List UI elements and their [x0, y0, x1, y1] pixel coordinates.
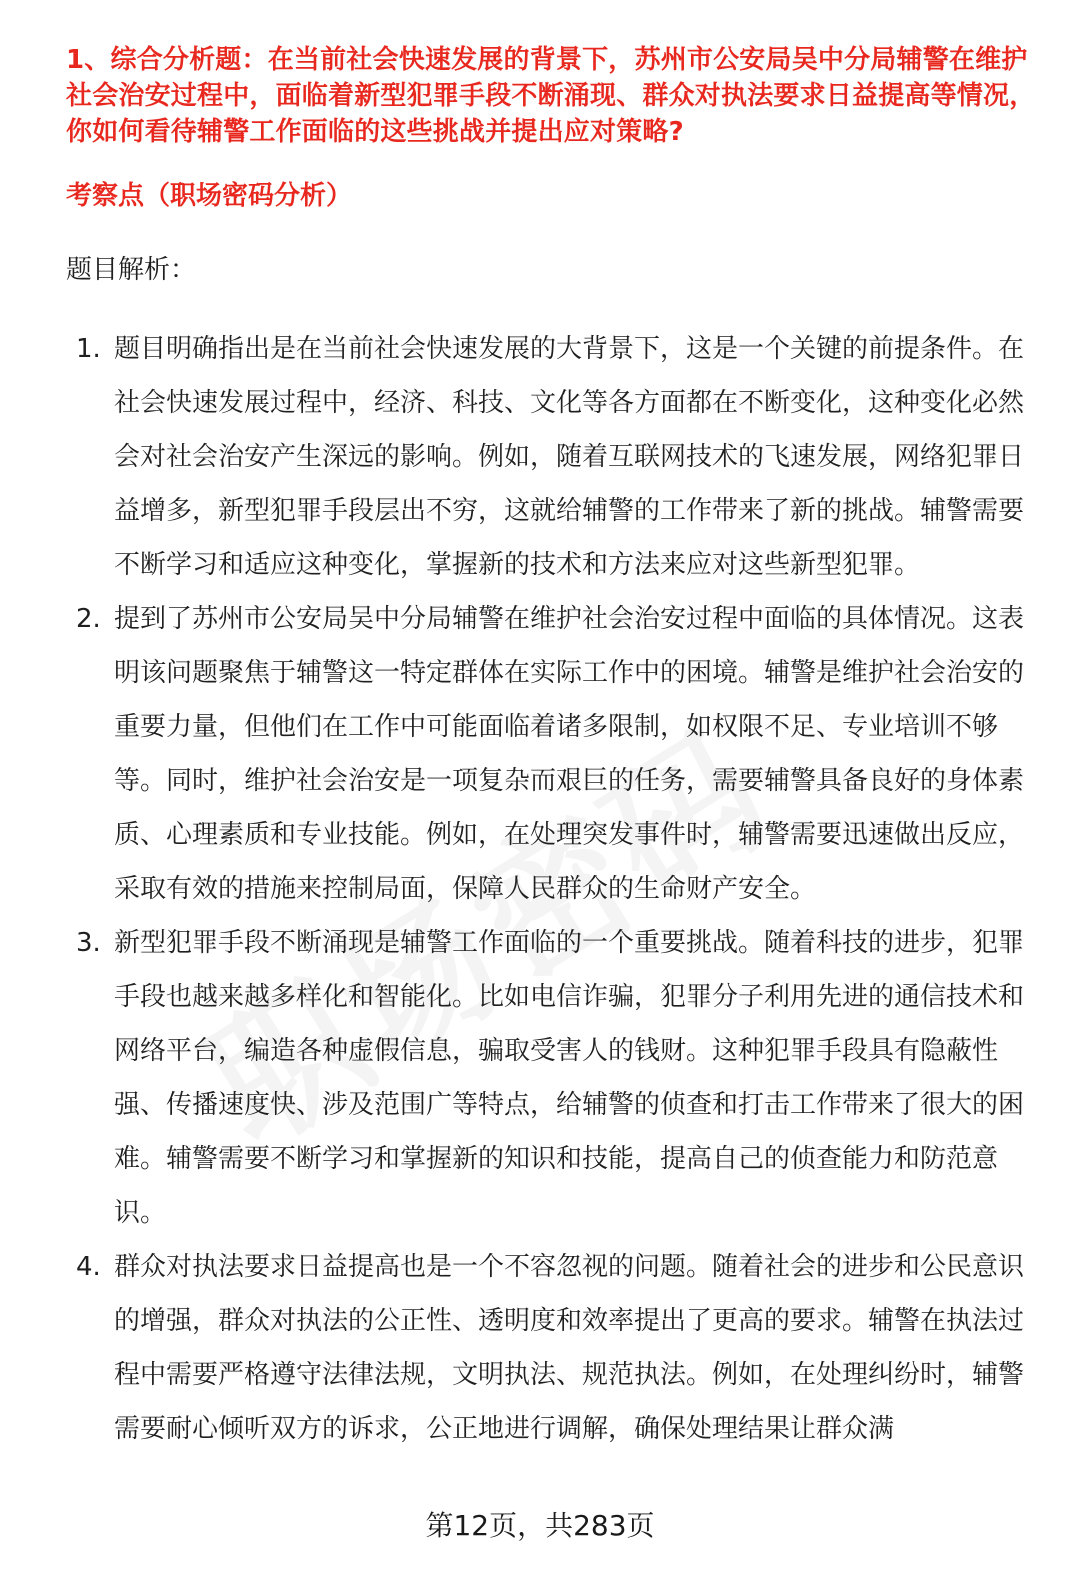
point-number: 1.: [76, 334, 101, 364]
point-text: 提到了苏州市公安局吴中分局辅警在维护社会治安过程中面临的具体情况。这表明该问题聚焦于辅警这一特定群体在实际工作中的困境。辅警是维护社会治安的重要力量，但他们在工作中可能面临着诸多限制，如权限不足、专业培训不够等。同时，维护社会治安是一项复杂而艰巨的任务，需要辅警具备良好的身体素质、心理素质和专业技能。例如，在处理突发事件时，辅警需要迅速做出反应，采取有效的措施来控制局面，保障人民群众的生命财产安全。: [114, 604, 1025, 904]
analysis-point-4: [66, 1240, 1034, 1456]
section-heading: 考察点（职场密码分析）: [66, 181, 353, 211]
page-number-footer: 第12页，共283页: [425, 1509, 655, 1542]
question-title: 1、综合分析题：在当前社会快速发展的背景下，苏州市公安局吴中分局辅警在维护社会治安过程中，面临着新型犯罪手段不断涌现、群众对执法要求日益提高等情况，你如何看待辅警工作面临的这些挑战并提出应对策略?: [66, 45, 1036, 147]
point-number: 3.: [76, 928, 101, 958]
analysis-point-2: [66, 592, 1034, 916]
analysis-label: 题目解析：: [66, 255, 197, 285]
point-text: 群众对执法要求日益提高也是一个不容忽视的问题。随着社会的进步和公民意识的增强，群众对执法的公正性、透明度和效率提出了更高的要求。辅警在执法过程中需要严格遵守法律法规，文明执法、规范执法。例如，在处理纠纷时，辅警需要耐心倾听双方的诉求，公正地进行调解，确保处理结果让群众满: [114, 1252, 1025, 1444]
point-text: 新型犯罪手段不断涌现是辅警工作面临的一个重要挑战。随着科技的进步，犯罪手段也越来越多样化和智能化。比如电信诈骗，犯罪分子利用先进的通信技术和网络平台，编造各种虚假信息，骗取受害人的钱财。这种犯罪手段具有隐蔽性强、传播速度快、涉及范围广等特点，给辅警的侦查和打击工作带来了很大的困难。辅警需要不断学习和掌握新的知识和技能，提高自己的侦查能力和防范意识。: [114, 928, 1025, 1228]
analysis-points-list: [66, 322, 1034, 1456]
point-number: 2.: [76, 604, 101, 634]
point-text: 题目明确指出是在当前社会快速发展的大背景下，这是一个关键的前提条件。在社会快速发展过程中，经济、科技、文化等各方面都在不断变化，这种变化必然会对社会治安产生深远的影响。例如，随着互联网技术的飞速发展，网络犯罪日益增多，新型犯罪手段层出不穷，这就给辅警的工作带来了新的挑战。辅警需要不断学习和适应这种变化，掌握新的技术和方法来应对这些新型犯罪。: [114, 334, 1025, 580]
analysis-point-1: [66, 322, 1034, 592]
analysis-point-3: [66, 916, 1034, 1240]
point-number: 4.: [76, 1252, 101, 1282]
